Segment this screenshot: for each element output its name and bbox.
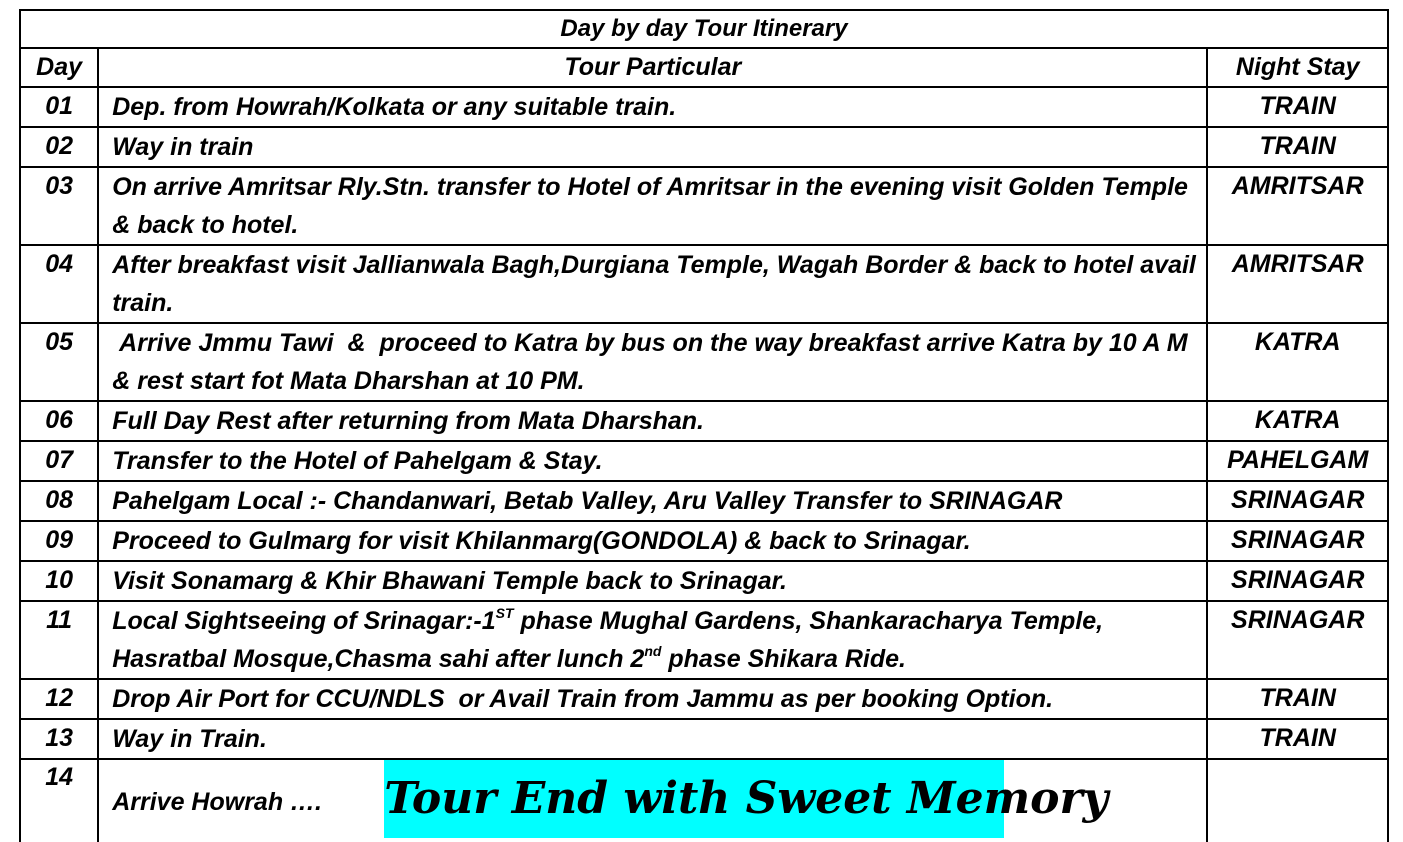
day-number: 11: [20, 601, 98, 679]
ordinal-superscript: nd: [644, 643, 662, 659]
table-row: [20, 759, 1388, 842]
table-row: [20, 441, 1388, 481]
day-number: 07: [20, 441, 98, 481]
tour-particular: Dep. from Howrah/Kolkata or any suitable train.: [98, 87, 1207, 127]
day-number: 02: [20, 127, 98, 167]
tour-particular: Arrive Jmmu Tawi & proceed to Katra by bus on the way breakfast arrive Katra by 10 A M & rest start fot Mata Dharshan at 10 PM.: [98, 323, 1207, 401]
day-number: 08: [20, 481, 98, 521]
day-number: 06: [20, 401, 98, 441]
particular-text: phase Mughal Gardens, Shankaracharya Temple, Hasratbal Mosque,Chasma sahi after lunch 2: [112, 607, 1104, 673]
night-stay: SRINAGAR: [1207, 481, 1388, 521]
particular-text: phase Shikara Ride.: [661, 645, 906, 673]
day-number: 13: [20, 719, 98, 759]
day-number: 03: [20, 167, 98, 245]
night-stay: KATRA: [1207, 323, 1388, 401]
tour-particular: After breakfast visit Jallianwala Bagh,Durgiana Temple, Wagah Border & back to hotel avail train.: [98, 245, 1207, 323]
header-row: [20, 48, 1388, 87]
table-title: Day by day Tour Itinerary: [20, 10, 1388, 48]
night-stay: AMRITSAR: [1207, 245, 1388, 323]
tour-particular: Pahelgam Local :- Chandanwari, Betab Valley, Aru Valley Transfer to SRINAGAR: [98, 481, 1207, 521]
night-stay: SRINAGAR: [1207, 521, 1388, 561]
tour-particular: Way in Train.: [98, 719, 1207, 759]
night-stay: SRINAGAR: [1207, 601, 1388, 679]
table-row: [20, 719, 1388, 759]
day-number: 12: [20, 679, 98, 719]
day-number: 14: [20, 759, 98, 842]
arrival-text: Arrive Howrah ….: [112, 788, 322, 816]
day-number: 09: [20, 521, 98, 561]
itinerary-table: [19, 9, 1389, 842]
table-row: [20, 601, 1388, 679]
night-stay: SRINAGAR: [1207, 561, 1388, 601]
tour-particular: [98, 759, 1207, 842]
table-row: [20, 167, 1388, 245]
night-stay: TRAIN: [1207, 87, 1388, 127]
particular-text: Local Sightseeing of Srinagar:-1: [112, 607, 496, 635]
day-number: 04: [20, 245, 98, 323]
tour-end-banner: Tour End with Sweet Memory: [384, 760, 1004, 838]
header-particular: Tour Particular: [98, 48, 1207, 87]
tour-particular: Way in train: [98, 127, 1207, 167]
day-number: 10: [20, 561, 98, 601]
table-row: [20, 323, 1388, 401]
tour-particular: Transfer to the Hotel of Pahelgam & Stay.: [98, 441, 1207, 481]
tour-particular: [98, 601, 1207, 679]
table-row: [20, 87, 1388, 127]
table-row: [20, 401, 1388, 441]
night-stay: TRAIN: [1207, 127, 1388, 167]
tour-particular: On arrive Amritsar Rly.Stn. transfer to Hotel of Amritsar in the evening visit Golden Temple & back to hotel.: [98, 167, 1207, 245]
table-row: [20, 561, 1388, 601]
day-number: 05: [20, 323, 98, 401]
header-day: Day: [20, 48, 98, 87]
night-stay: PAHELGAM: [1207, 441, 1388, 481]
title-row: [20, 10, 1388, 48]
night-stay: KATRA: [1207, 401, 1388, 441]
header-night-stay: Night Stay: [1207, 48, 1388, 87]
tour-particular: Drop Air Port for CCU/NDLS or Avail Train from Jammu as per booking Option.: [98, 679, 1207, 719]
table-row: [20, 679, 1388, 719]
tour-particular: Full Day Rest after returning from Mata Dharshan.: [98, 401, 1207, 441]
tour-particular: Visit Sonamarg & Khir Bhawani Temple back to Srinagar.: [98, 561, 1207, 601]
table-row: [20, 127, 1388, 167]
day-number: 01: [20, 87, 98, 127]
night-stay: AMRITSAR: [1207, 167, 1388, 245]
table-row: [20, 521, 1388, 561]
ordinal-superscript: ST: [495, 605, 514, 621]
table-row: [20, 245, 1388, 323]
night-stay: TRAIN: [1207, 679, 1388, 719]
night-stay: TRAIN: [1207, 719, 1388, 759]
night-stay: [1207, 759, 1388, 842]
tour-particular: Proceed to Gulmarg for visit Khilanmarg(GONDOLA) & back to Srinagar.: [98, 521, 1207, 561]
table-row: [20, 481, 1388, 521]
